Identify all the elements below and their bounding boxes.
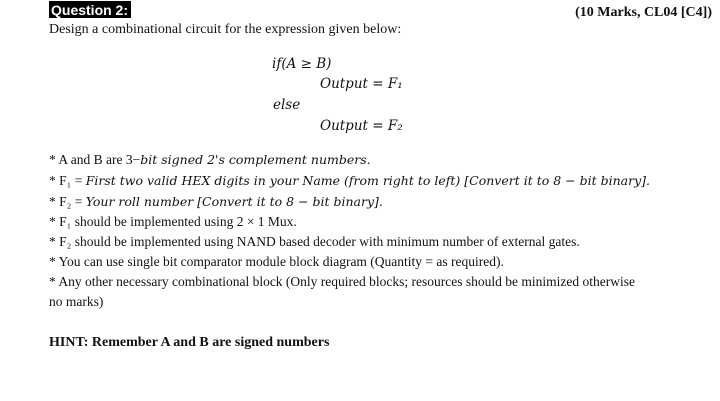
question-label: Question 2: bbox=[49, 1, 131, 18]
bullet-f2-italic: Your roll number [Convert it to 8 − bit binary]. bbox=[85, 194, 383, 209]
bullet-signed-prefix: * A and B are 3− bbox=[49, 152, 141, 167]
bullet-comparator: * You can use single bit comparator module block diagram (Quantity = as required). bbox=[49, 254, 504, 269]
hint-text: HINT: Remember A and B are signed numbers bbox=[49, 335, 330, 350]
bullet-other-blocks-cont: no marks) bbox=[49, 294, 104, 309]
bullet-other-blocks: * Any other necessary combinational block (Only required blocks; resources should be minimized otherwise bbox=[49, 274, 635, 289]
else-keyword: else bbox=[273, 97, 301, 113]
bullet-f1-italic: First two valid HEX digits in your Name (from right to left) [Convert it to 8 − bit binary]. bbox=[85, 173, 650, 188]
bullet-f1-definition bbox=[49, 173, 650, 189]
question-intro: Design a combinational circuit for the expression given below: bbox=[49, 22, 402, 37]
bullet-f2-decoder: * F₂ should be implemented using NAND based decoder with minimum number of external gates. bbox=[49, 234, 580, 249]
bullet-f2-prefix: * F₂ = bbox=[49, 194, 86, 209]
bullet-f1-mux: * F₁ should be implemented using 2 × 1 Mux. bbox=[49, 214, 297, 229]
marks-info: (10 Marks, CL04 [C4]) bbox=[575, 5, 712, 20]
bullet-f1-prefix: * F₁ = bbox=[49, 173, 86, 188]
bullet-f2-definition bbox=[49, 194, 383, 210]
bullet-signed-italic: bit signed 2's complement numbers. bbox=[140, 152, 371, 167]
output-f2: Output = F₂ bbox=[320, 118, 403, 134]
bullet-signed-numbers bbox=[49, 152, 371, 168]
output-f1: Output = F₁ bbox=[320, 76, 403, 92]
if-condition: if(A ≥ B) bbox=[272, 56, 332, 72]
